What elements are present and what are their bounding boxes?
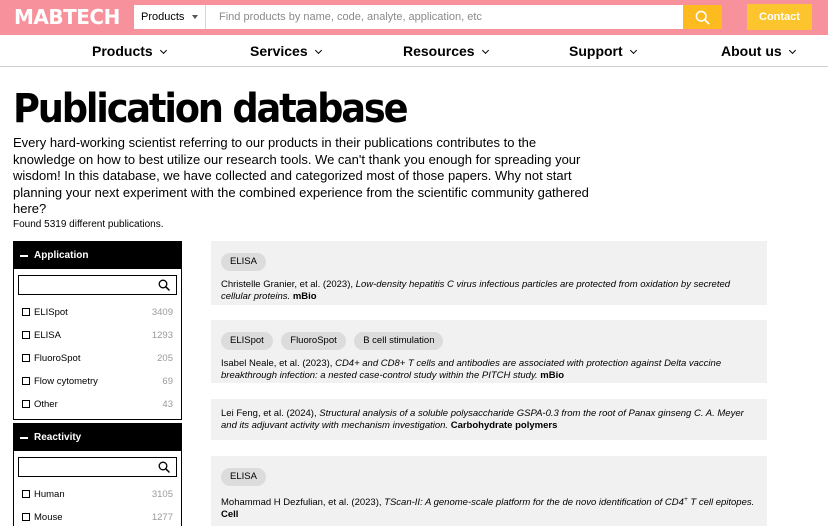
- option-label: ELISpot: [34, 307, 68, 318]
- nav-item-services[interactable]: [250, 43, 321, 59]
- filter-option-human[interactable]: [14, 483, 181, 506]
- nav-item-label: About us: [721, 43, 782, 59]
- checkbox[interactable]: [22, 377, 30, 385]
- option-count: 3105: [151, 489, 173, 500]
- option-count: 205: [157, 353, 173, 364]
- search-button[interactable]: [683, 5, 722, 29]
- tag-elisa[interactable]: ELISA: [221, 253, 266, 271]
- collapse-icon: [20, 437, 28, 439]
- page-intro: Every hard-working scientist referring to our products in their publications contributes to the knowledge on how to best utilize our research tools. We can't thank you enough for spreading your wisdom! In this database, we have collected and categorized most of those papers. Why not start planning your next experiment with the combined experience from the scientific community gathered here?: [13, 135, 589, 216]
- filter-option-other[interactable]: [14, 393, 181, 416]
- filter-search-box: [18, 275, 177, 295]
- option-count: 1277: [151, 512, 173, 523]
- results-count: Found 5319 different publications.: [13, 219, 164, 230]
- page-title: Publication database: [13, 86, 407, 132]
- nav-item-label: Resources: [403, 43, 475, 59]
- publication-card[interactable]: [211, 456, 767, 526]
- checkbox[interactable]: [22, 354, 30, 362]
- product-category-select[interactable]: [134, 5, 206, 29]
- filter-application: [13, 241, 182, 420]
- search-icon: [695, 10, 710, 25]
- option-label: FluoroSpot: [34, 353, 81, 364]
- filter-reactivity: [13, 423, 182, 526]
- tag-list: [221, 466, 757, 488]
- publication-title[interactable]: Low-density hepatitis C virus infectious particles are protected from oxidation by secreted cellular proteins.: [221, 279, 731, 302]
- nav-item-label: Products: [92, 43, 153, 59]
- nav-item-support[interactable]: [569, 43, 636, 59]
- top-bar: [0, 0, 828, 35]
- filter-search-input[interactable]: [19, 458, 176, 476]
- search-icon[interactable]: [158, 461, 170, 473]
- checkbox[interactable]: [22, 308, 30, 316]
- search-bar: [134, 5, 722, 29]
- checkbox[interactable]: [22, 490, 30, 498]
- chevron-down-icon: [789, 47, 796, 54]
- filter-title: Application: [34, 250, 89, 261]
- publication-journal: Carbohydrate polymers: [450, 420, 558, 431]
- nav-item-label: Support: [569, 43, 623, 59]
- checkbox[interactable]: [22, 400, 30, 408]
- publication-card[interactable]: [211, 241, 767, 305]
- publication-journal: mBio: [292, 291, 317, 302]
- tag-list: [221, 251, 757, 273]
- filter-option-fluorospot[interactable]: [14, 347, 181, 370]
- chevron-down-icon: [160, 47, 167, 54]
- publication-citation: [221, 358, 757, 382]
- filter-header-application[interactable]: [14, 242, 181, 269]
- logo[interactable]: MABTECH: [14, 5, 120, 29]
- option-label: Flow cytometry: [34, 376, 98, 387]
- tag-b-cell-stimulation[interactable]: B cell stimulation: [354, 332, 443, 350]
- publication-title-part: T cell epitopes.: [687, 497, 755, 509]
- filter-search-box: [18, 457, 177, 477]
- product-category-label: Products: [141, 11, 185, 23]
- publication-card[interactable]: [211, 399, 767, 440]
- publication-citation: [221, 279, 757, 303]
- publication-journal: mBio: [540, 370, 565, 381]
- checkbox[interactable]: [22, 513, 30, 521]
- option-label: Other: [34, 399, 58, 410]
- option-count: 43: [162, 399, 173, 410]
- filter-option-mouse[interactable]: [14, 506, 181, 526]
- filter-option-flow-cytometry[interactable]: [14, 370, 181, 393]
- search-input[interactable]: [207, 5, 682, 29]
- nav-item-products[interactable]: [92, 43, 166, 59]
- filter-header-reactivity[interactable]: [14, 424, 181, 451]
- nav-item-about-us[interactable]: [721, 43, 795, 59]
- publication-citation: [221, 494, 757, 521]
- tag-elisa[interactable]: ELISA: [221, 468, 266, 486]
- contact-button[interactable]: Contact: [747, 4, 812, 30]
- chevron-down-icon: [315, 47, 322, 54]
- chevron-down-icon: [192, 15, 198, 19]
- publication-citation: [221, 408, 757, 432]
- filter-search-input[interactable]: [19, 276, 176, 294]
- option-count: 3409: [151, 307, 173, 318]
- tag-list: [221, 330, 757, 352]
- chevron-down-icon: [482, 47, 489, 54]
- option-label: ELISA: [34, 330, 61, 341]
- superscript: +: [683, 496, 688, 503]
- publication-card[interactable]: [211, 320, 767, 383]
- chevron-down-icon: [630, 47, 637, 54]
- publication-authors: Lei Feng, et al. (2024),: [221, 408, 317, 419]
- option-label: Human: [34, 489, 65, 500]
- publication-authors: Mohammad H Dezfulian, et al. (2023),: [221, 497, 382, 509]
- nav-item-resources[interactable]: [403, 43, 488, 59]
- publication-authors: Isabel Neale, et al. (2023),: [221, 358, 333, 369]
- publication-title[interactable]: Structural analysis of a soluble polysaccharide GSPA-0.3 from the root of Panax ginseng C. A. Meyer and its adjuvant activity with mechanism investigation.: [221, 408, 744, 431]
- nav-item-label: Services: [250, 43, 308, 59]
- option-label: Mouse: [34, 512, 63, 523]
- tag-fluorospot[interactable]: FluoroSpot: [281, 332, 345, 350]
- publication-title[interactable]: [384, 497, 754, 508]
- checkbox[interactable]: [22, 331, 30, 339]
- option-count: 1293: [151, 330, 173, 341]
- publication-authors: Christelle Granier, et al. (2023),: [221, 279, 354, 290]
- search-icon[interactable]: [158, 279, 170, 291]
- option-count: 69: [162, 376, 173, 387]
- filter-option-elisa[interactable]: [14, 324, 181, 347]
- publication-title[interactable]: CD4+ and CD8+ T cells and antibodies are associated with protection against Delta vaccine breakthrough infection: a nested case-control study within the PITCH study.: [221, 358, 722, 381]
- publication-journal: Cell: [221, 509, 239, 521]
- tag-elispot[interactable]: ELISpot: [221, 332, 273, 350]
- publication-title-part: TScan-II: A genome-scale platform for the de novo identification of CD4: [384, 497, 684, 509]
- main-nav: [0, 35, 828, 67]
- filter-option-elispot[interactable]: [14, 301, 181, 324]
- collapse-icon: [20, 255, 28, 257]
- filter-title: Reactivity: [34, 432, 82, 443]
